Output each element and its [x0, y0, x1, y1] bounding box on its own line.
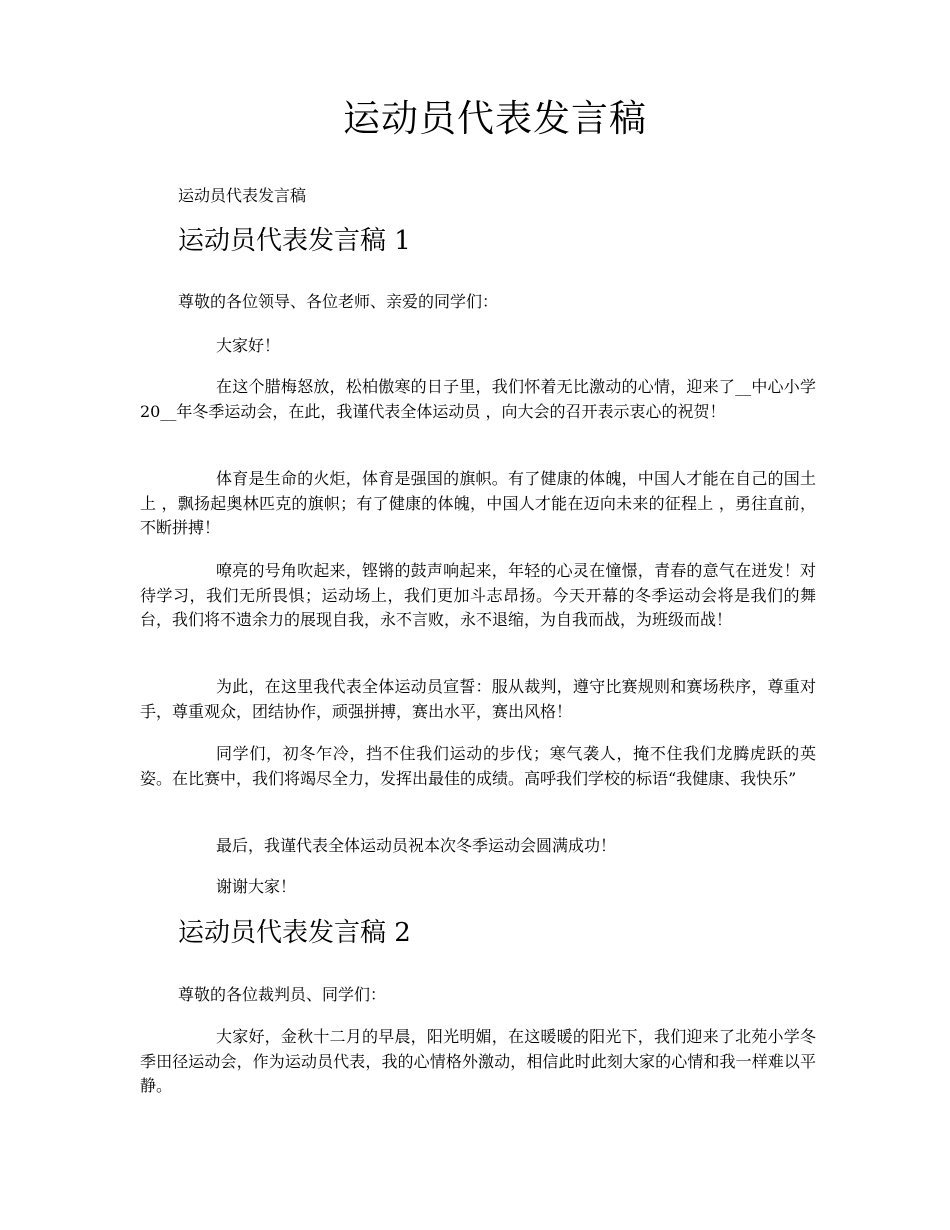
document-subtitle: 运动员代表发言稿	[178, 186, 307, 205]
section-1-closing: 最后，我谨代表全体运动员祝本次冬季运动会圆满成功！	[216, 836, 617, 855]
section-1-paragraph-4: 为此，在这里我代表全体运动员宣誓：服从裁判，遵守比赛规则和赛场秩序，尊重对手，尊重观众，团结协作，顽强拼搏，赛出水平，赛出风格！	[140, 677, 816, 721]
section-2-salutation: 尊敬的各位裁判员、同学们：	[178, 985, 387, 1004]
section-1-paragraph-1: 在这个腊梅怒放，松柏傲寒的日子里，我们怀着无比激动的心情，迎来了__中心小学 20__年冬季运动会，在此，我谨代表全体运动员 ，向大会的召开表示衷心的祝贺！	[140, 377, 816, 421]
section-1-salutation: 尊敬的各位领导、各位老师、亲爱的同学们：	[178, 292, 499, 311]
section-1-thanks: 谢谢大家！	[216, 877, 297, 896]
section-heading-1: 运动员代表发言稿 1	[178, 226, 411, 256]
section-1-paragraph-5: 同学们，初冬乍冷，挡不住我们运动的步伐；寒气袭人，掩不住我们龙腾虎跃的英姿。在比赛中，我们将竭尽全力，发挥出最佳的成绩。高呼我们学校的标语“我健康、我快乐”	[140, 744, 816, 788]
document-title: 运动员代表发言稿	[343, 97, 647, 140]
section-1-paragraph-3: 嘹亮的号角吹起来，铿锵的鼓声响起来，年轻的心灵在憧憬，青春的意气在迸发！对待学习，我们无所畏惧；运动场上，我们更加斗志昂扬。今天开幕的冬季运动会将是我们的舞台，我们将不遗余力的展现自我，永不言败，永不退缩，为自我而战，为班级而战！	[140, 561, 816, 629]
section-2-paragraph-1: 大家好，金秋十二月的早晨，阳光明媚，在这暖暖的阳光下，我们迎来了北苑小学冬季田径运动会，作为运动员代表，我的心情格外激动，相信此时此刻大家的心情和我一样难以平静。	[140, 1027, 816, 1095]
section-heading-2: 运动员代表发言稿 2	[178, 918, 411, 948]
section-1-greeting: 大家好！	[216, 336, 281, 355]
section-1-paragraph-2: 体育是生命的火炬，体育是强国的旗帜。有了健康的体魄，中国人才能在自己的国土上 ，飘扬起奥林匹克的旗帜；有了健康的体魄，中国人才能在迈向未来的征程上 ，勇往直前，不断拼搏！	[140, 469, 816, 537]
